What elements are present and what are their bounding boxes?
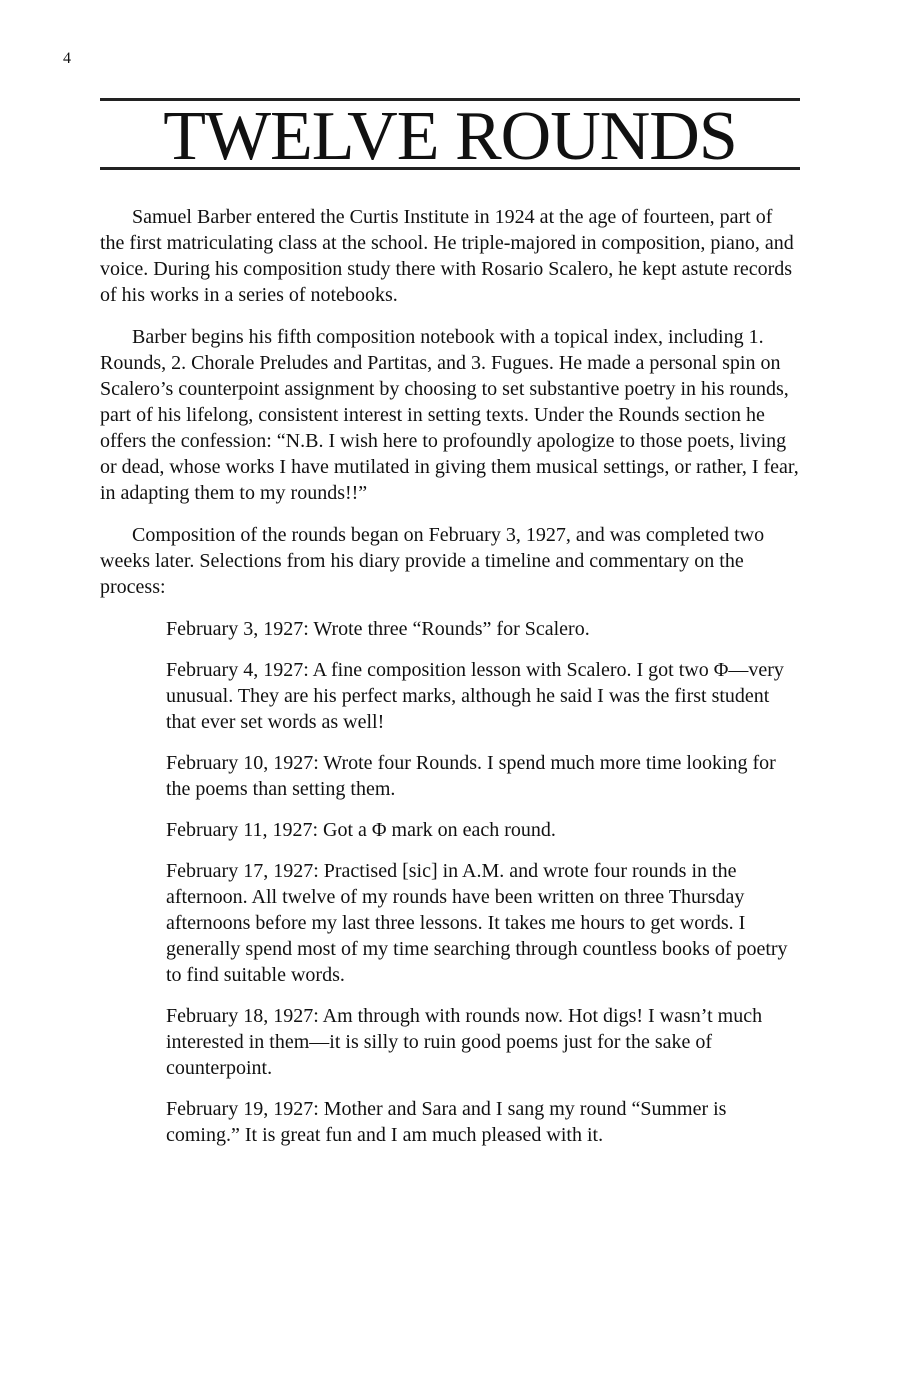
intro-paragraph: Samuel Barber entered the Curtis Institute in 1924 at the age of fourteen, part of the first matriculating class at the school. He triple-majored in composition, piano, and voice. During his composition study there with Rosario Scalero, he kept astute records of his works in a series of notebooks. [100,206,794,306]
notebook-paragraph: Barber begins his fifth composition notebook with a topical index, including 1. Rounds, 2. Chorale Preludes and Partitas, and 3. Fugues. He made a personal spin on Scalero’s counterpoint assignment by choosing to set substantive poetry in his rounds, part of his lifelong, consistent interest in setting texts. Under the Rounds section he offers the confession: “N.B. I wish here to profoundly apologize to those poets, living or dead, whose works I have mutilated in giving them musical settings, or rather, I fear, in adapting them to my rounds!!” [100,326,799,504]
title-block [100,98,800,175]
timeline-paragraph: Composition of the rounds began on February 3, 1927, and was completed two weeks later. Selections from his diary provide a timeline and commentary on the process: [100,524,765,598]
body-text [100,204,800,1163]
page-title: TWELVE ROUNDS [163,98,737,175]
diary-entry: February 18, 1927: Am through with rounds now. Hot digs! I wasn’t much interested in them—it is silly to ruin good poems just for the sake of counterpoint. [166,1005,763,1079]
diary-entry: February 4, 1927: A fine composition lesson with Scalero. I got two Φ—very unusual. They are his perfect marks, although he said I was the first student that ever set words as well! [166,659,784,733]
diary-entry: February 3, 1927: Wrote three “Rounds” for Scalero. [166,618,590,640]
page-number: 4 [63,50,71,67]
diary-entry: February 19, 1927: Mother and Sara and I sang my round “Summer is coming.” It is great fun and I am much pleased with it. [166,1098,727,1146]
diary-entry: February 10, 1927: Wrote four Rounds. I spend much more time looking for the poems than setting them. [166,752,776,800]
diary-entry: February 17, 1927: Practised [sic] in A.M. and wrote four rounds in the afternoon. All twelve of my rounds have been written on three Thursday afternoons before my last three lessons. It takes me hours to get words. I generally spend most of my time searching through countless books of poetry to find suitable words. [166,860,788,986]
diary-entry: February 11, 1927: Got a Φ mark on each round. [166,819,556,841]
diary-entries [166,616,792,1148]
